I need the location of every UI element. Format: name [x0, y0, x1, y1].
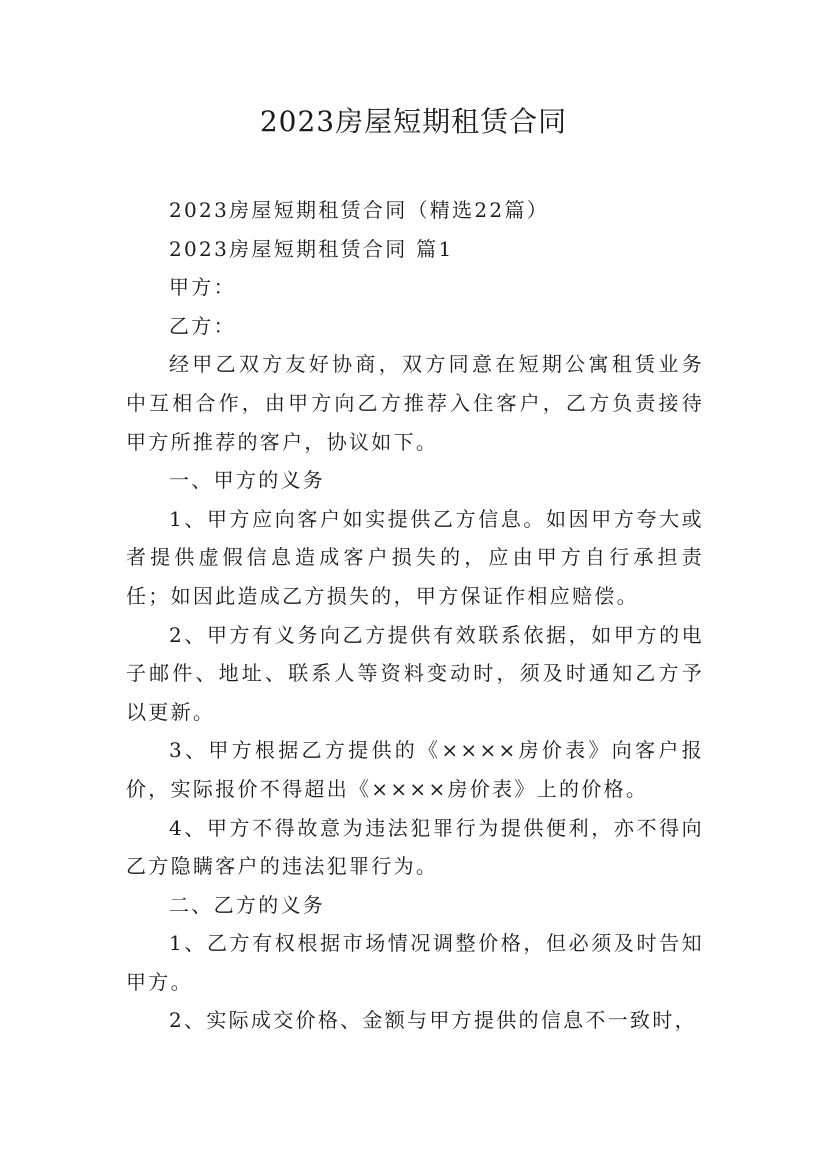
document-title: 2023房屋短期租赁合同: [259, 105, 568, 138]
paragraph: 2、实际成交价格、金额与甲方提供的信息不一致时，: [169, 1008, 697, 1033]
paragraph: 3、甲方根据乙方提供的《××××房价表》向客户报价，实际报价不得超出《××××房价表》上的价格。: [126, 738, 704, 801]
paragraph: 2023房屋短期租赁合同（精选22篇）: [169, 198, 550, 222]
paragraph: 二、乙方的义务: [169, 892, 326, 917]
paragraph: 1、乙方有权根据市场情况调整价格，但必须及时告知甲方。: [126, 931, 704, 994]
paragraph: 一、甲方的义务: [169, 468, 326, 493]
paragraph: 1、甲方应向客户如实提供乙方信息。如因甲方夸大或者提供虚假信息造成客户损失的，应由甲方自行承担责任；如因此造成乙方损失的，甲方保证作相应赔偿。: [126, 506, 704, 608]
paragraph: 2023房屋短期租赁合同 篇1: [169, 236, 454, 261]
paragraph: 经甲乙双方友好协商，双方同意在短期公寓租赁业务中互相合作，由甲方向乙方推荐入住客户，乙方负责接待甲方所推荐的客户，协议如下。: [126, 352, 704, 454]
paragraph: 2、甲方有义务向乙方提供有效联系依据，如甲方的电子邮件、地址、联系人等资料变动时，须及时通知乙方予以更新。: [126, 622, 704, 724]
paragraph: 甲方：: [169, 275, 236, 300]
paragraph: 4、甲方不得故意为违法犯罪行为提供便利，亦不得向乙方隐瞒客户的违法犯罪行为。: [126, 815, 704, 879]
paragraph: 乙方：: [169, 313, 236, 338]
document-body: [126, 191, 704, 1040]
